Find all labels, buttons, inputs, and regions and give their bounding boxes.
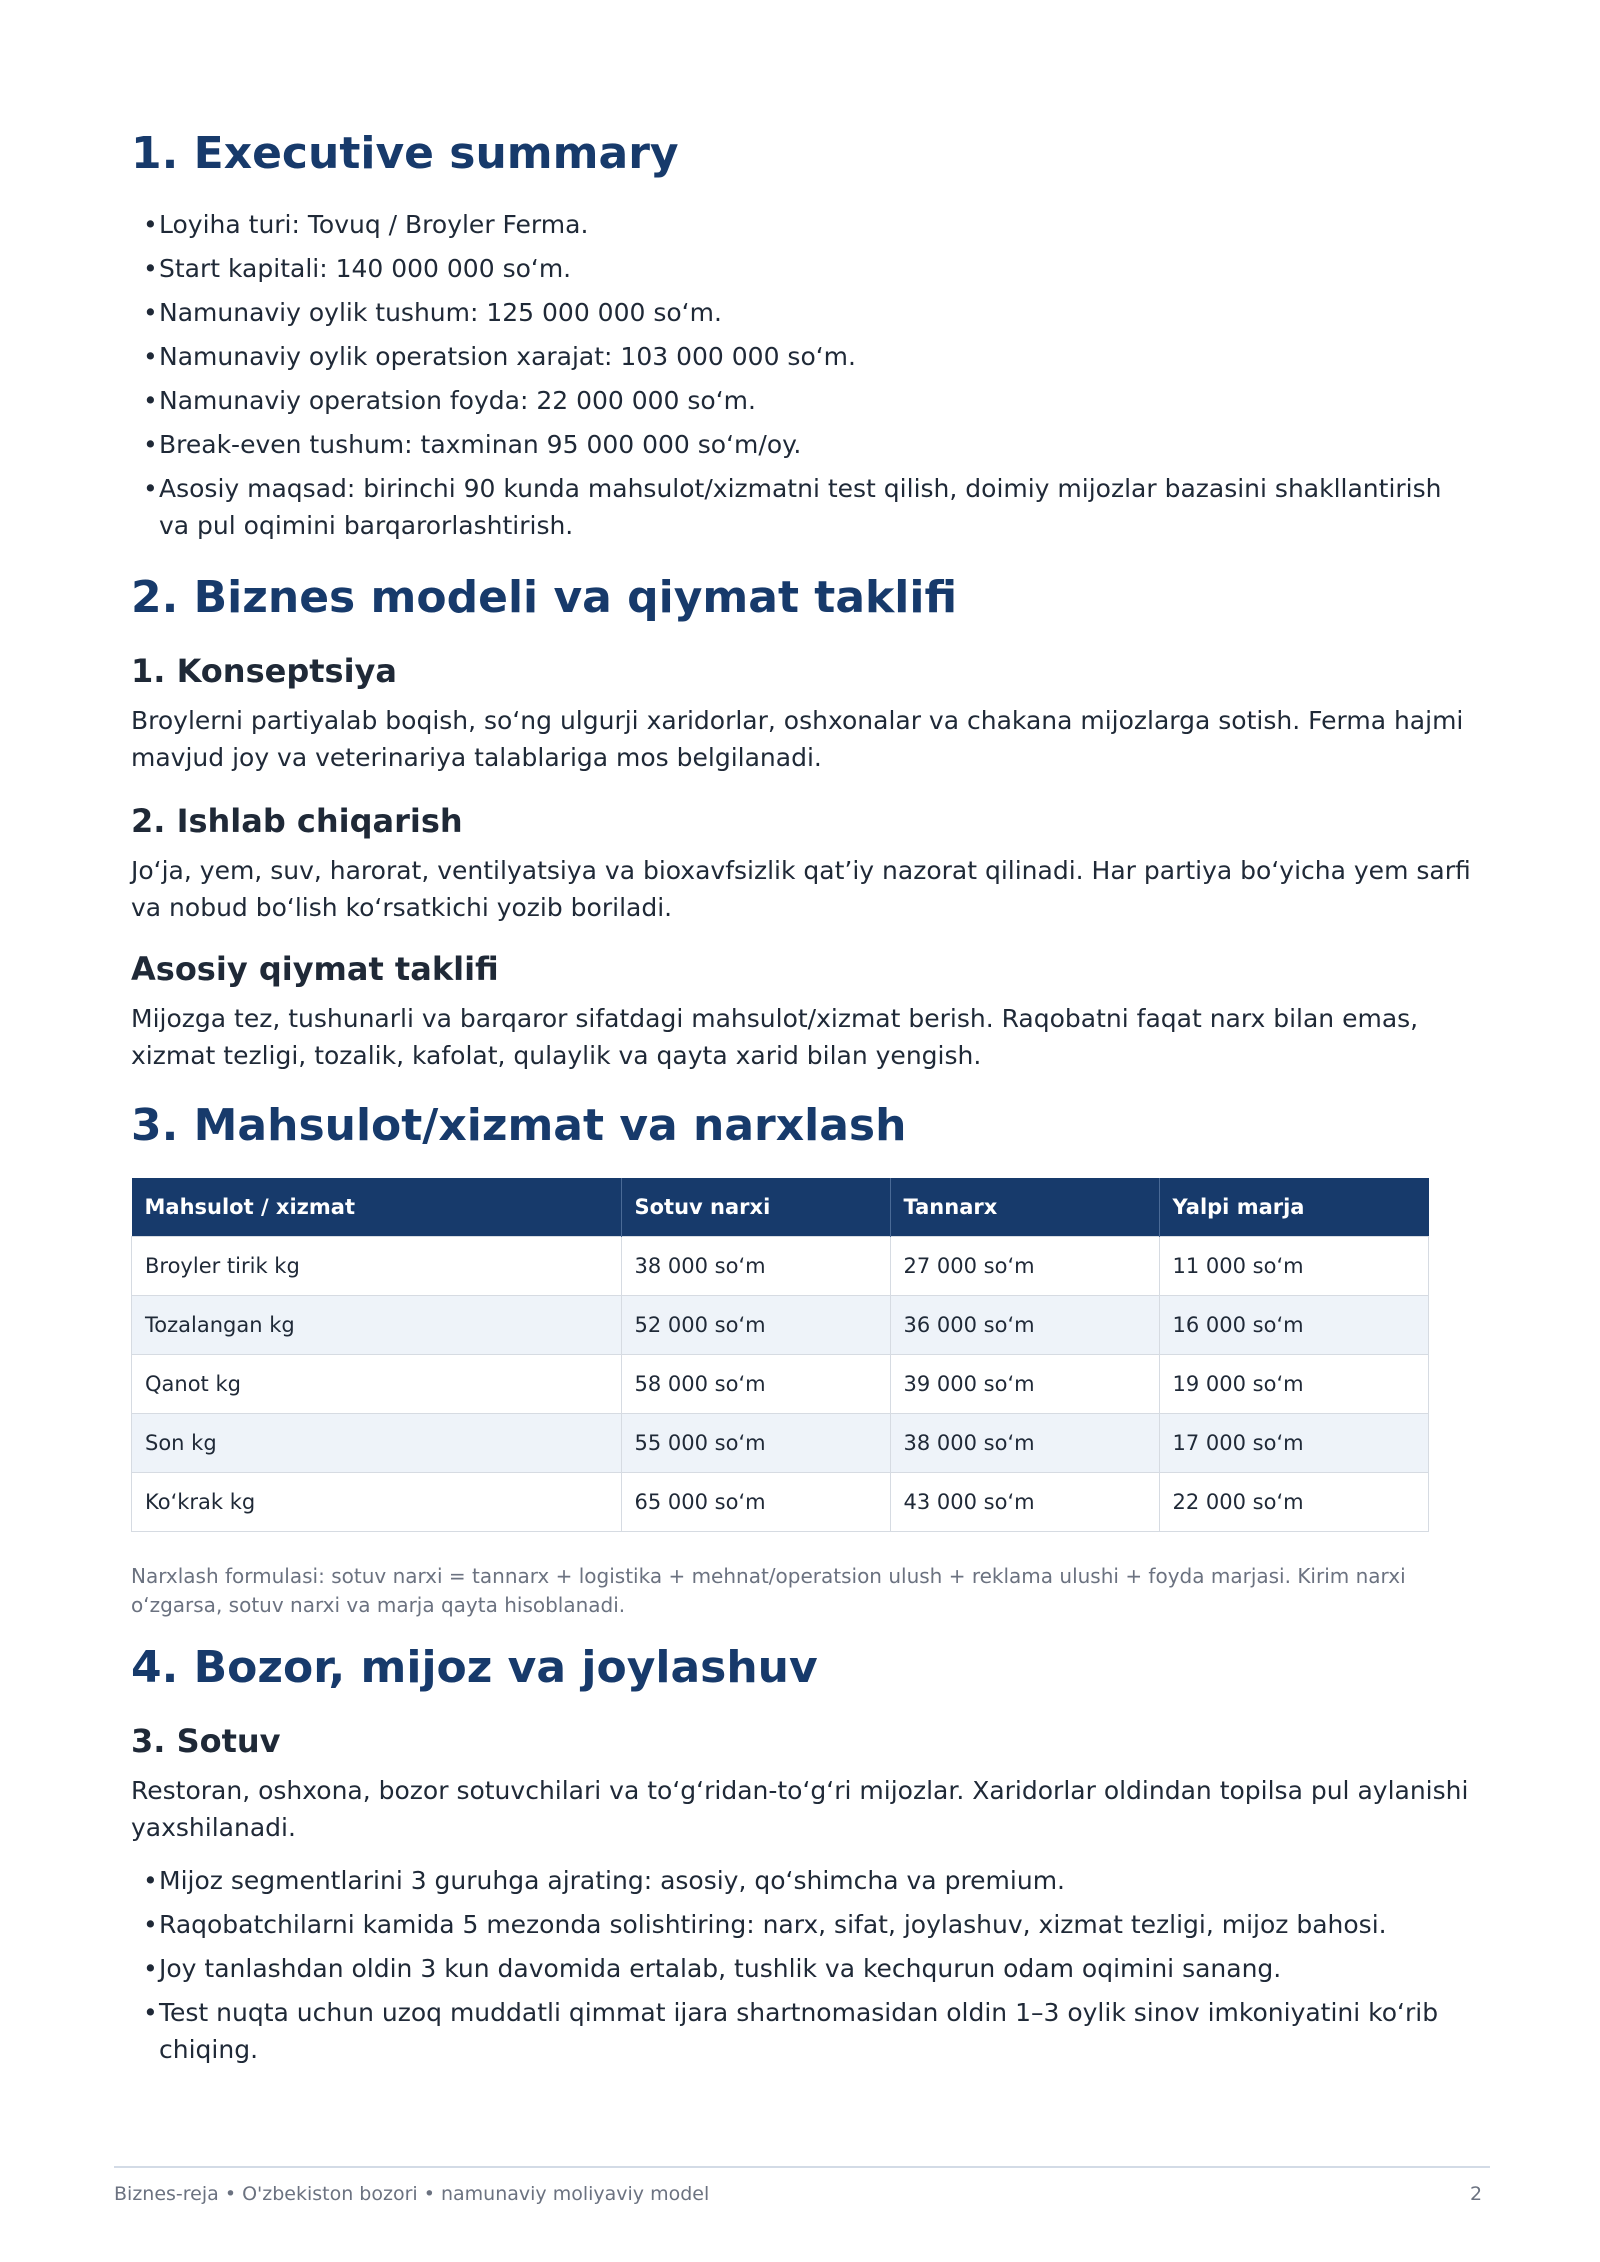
executive-summary-list <box>131 206 1471 551</box>
table-cell: 55 000 so‘m <box>621 1414 890 1473</box>
list-item: • Mijoz segmentlarini 3 guruhga ajrating: asosiy, qo‘shimcha va premium. <box>131 1862 1471 1899</box>
list-item: • Loyiha turi: Tovuq / Broyler Ferma. <box>131 206 1471 243</box>
table-header-row <box>132 1178 1429 1237</box>
table-cell: Tozalangan kg <box>132 1296 622 1355</box>
list-item: • Joy tanlashdan oldin 3 kun davomida ertalab, tushlik va kechqurun odam oqimini sanang. <box>131 1950 1471 1987</box>
table-cell: Broyler tirik kg <box>132 1237 622 1296</box>
list-item: • Start kapitali: 140 000 000 so‘m. <box>131 250 1471 287</box>
subsection-heading-concept: 1. Konseptsiya <box>131 652 397 690</box>
table-cell: 38 000 so‘m <box>890 1414 1159 1473</box>
subsection-text-production: Jo‘ja, yem, suv, harorat, ventilyatsiya va bioxavfsizlik qat’iy nazorat qilinadi. Har partiya bo‘yicha yem sarfi va nobud bo‘lish ko‘rsatkichi yozib boriladi. <box>131 856 1471 922</box>
list-item: • Break-even tushum: taxminan 95 000 000 so‘m/oy. <box>131 426 1471 463</box>
table-cell: Qanot kg <box>132 1355 622 1414</box>
table-row <box>132 1414 1429 1473</box>
subsection-text-value-proposition: Mijozga tez, tushunarli va barqaror sifatdagi mahsulot/xizmat berish. Raqobatni faqat narx bilan emas, xizmat tezligi, tozalik, kafolat, qulaylik va qayta xarid bilan yengish. <box>131 1004 1419 1070</box>
list-item: • Test nuqta uchun uzoq muddatli qimmat ijara shartnomasidan oldin 1–3 oylik sinov imkoniyatini ko‘rib chiqing. <box>131 1994 1471 2068</box>
table-header-gross-margin: Yalpi marja <box>1159 1178 1429 1237</box>
table-row <box>132 1296 1429 1355</box>
pricing-formula-note: Narxlash formulasi: sotuv narxi = tannarx + logistika + mehnat/operatsion ulush + reklama ulushi + foyda marjasi. Kirim narxi o‘zgarsa, sotuv narxi va marja qayta hisoblanadi. <box>131 1564 1406 1617</box>
section-title-market: 4. Bozor, mijoz va joylashuv <box>131 1642 818 1693</box>
list-item: • Raqobatchilarni kamida 5 mezonda solishtiring: narx, sifat, joylashuv, xizmat tezligi, mijoz bahosi. <box>131 1906 1471 1943</box>
subsection-text-sales: Restoran, oshxona, bozor sotuvchilari va to‘g‘ridan-to‘g‘ri mijozlar. Xaridorlar oldindan topilsa pul aylanishi yaxshilanadi. <box>131 1776 1469 1842</box>
table-cell: Son kg <box>132 1414 622 1473</box>
table-header-cost: Tannarx <box>890 1178 1159 1237</box>
subsection-heading-value-proposition: Asosiy qiymat taklifi <box>131 950 499 988</box>
table-cell: 58 000 so‘m <box>621 1355 890 1414</box>
table-cell: 16 000 so‘m <box>1159 1296 1429 1355</box>
table-cell: 39 000 so‘m <box>890 1355 1159 1414</box>
list-item: • Namunaviy oylik operatsion xarajat: 103 000 000 so‘m. <box>131 338 1471 375</box>
section-title-executive-summary: 1. Executive summary <box>131 128 679 179</box>
list-item: • Asosiy maqsad: birinchi 90 kunda mahsulot/xizmatni test qilish, doimiy mijozlar bazasini shakllantirish va pul oqimini barqarorlashtirish. <box>131 470 1471 544</box>
section-title-pricing: 3. Mahsulot/xizmat va narxlash <box>131 1100 907 1151</box>
subsection-heading-production: 2. Ishlab chiqarish <box>131 802 463 840</box>
footer-divider <box>114 2166 1490 2168</box>
subsection-text-concept: Broylerni partiyalab boqish, so‘ng ulgurji xaridorlar, oshxonalar va chakana mijozlarga sotish. Ferma hajmi mavjud joy va veterinariya talablariga mos belgilanadi. <box>131 706 1464 772</box>
page-number: 2 <box>1470 2183 1483 2205</box>
table-cell: Ko‘krak kg <box>132 1473 622 1532</box>
table-cell: 36 000 so‘m <box>890 1296 1159 1355</box>
table-cell: 11 000 so‘m <box>1159 1237 1429 1296</box>
table-cell: 65 000 so‘m <box>621 1473 890 1532</box>
table-header-product: Mahsulot / xizmat <box>132 1178 622 1237</box>
table-cell: 27 000 so‘m <box>890 1237 1159 1296</box>
table-cell: 43 000 so‘m <box>890 1473 1159 1532</box>
table-row <box>132 1355 1429 1414</box>
table-cell: 17 000 so‘m <box>1159 1414 1429 1473</box>
table-row <box>132 1237 1429 1296</box>
table-header-sale-price: Sotuv narxi <box>621 1178 890 1237</box>
table-cell: 19 000 so‘m <box>1159 1355 1429 1414</box>
table-row <box>132 1473 1429 1532</box>
table-cell: 38 000 so‘m <box>621 1237 890 1296</box>
market-tips-list <box>131 1862 1471 2075</box>
section-title-business-model: 2. Biznes modeli va qiymat taklifi <box>131 572 958 623</box>
footer-text: Biznes-reja • O'zbekiston bozori • namunaviy moliyaviy model <box>114 2183 710 2205</box>
list-item: • Namunaviy oylik tushum: 125 000 000 so‘m. <box>131 294 1471 331</box>
list-item: • Namunaviy operatsion foyda: 22 000 000 so‘m. <box>131 382 1471 419</box>
subsection-heading-sales: 3. Sotuv <box>131 1722 281 1760</box>
table-cell: 52 000 so‘m <box>621 1296 890 1355</box>
table-cell: 22 000 so‘m <box>1159 1473 1429 1532</box>
pricing-table <box>131 1178 1429 1532</box>
